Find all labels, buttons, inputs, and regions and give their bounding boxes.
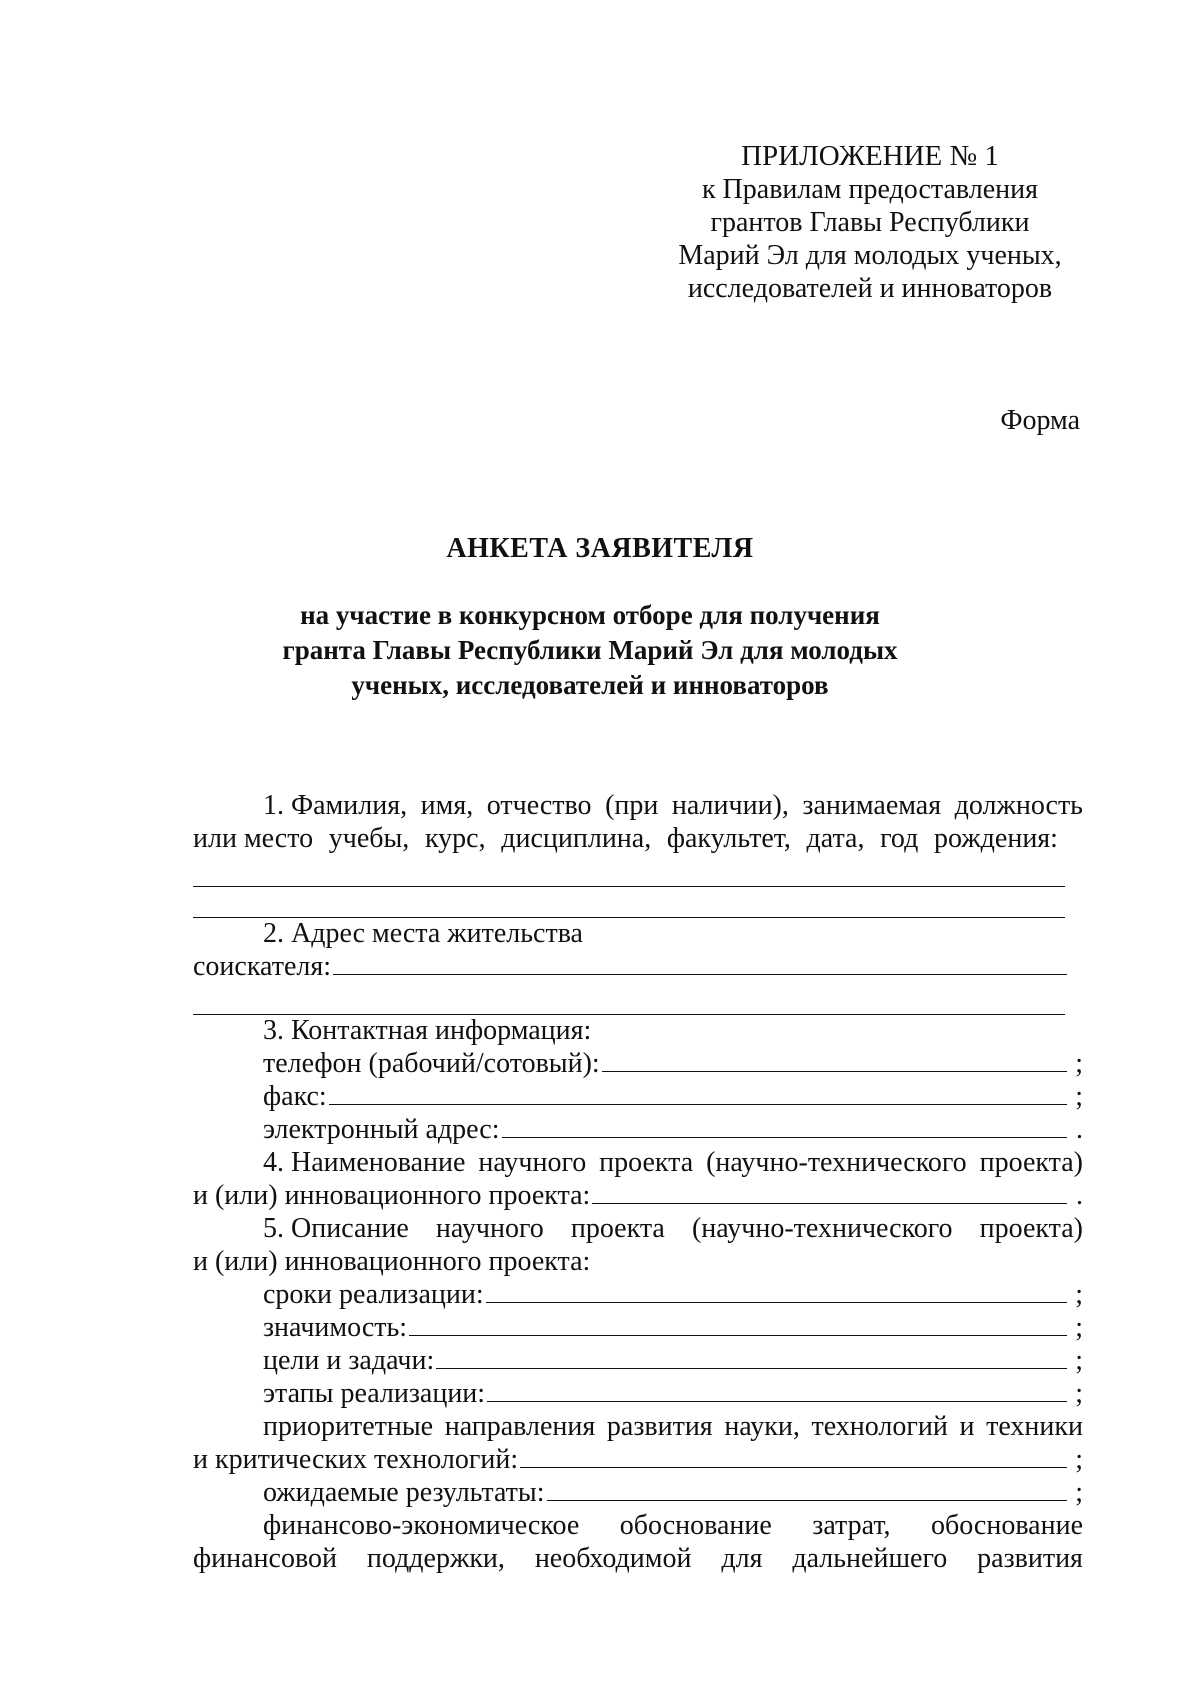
word: проекта) (979, 1213, 1083, 1244)
project-name-row (193, 1180, 1083, 1213)
word: проекта (570, 1213, 665, 1244)
stages-field[interactable] (487, 1379, 1067, 1402)
stages-row (193, 1378, 1083, 1411)
stages-label: этапы реализации: (263, 1378, 486, 1409)
semicolon: ; (1075, 1345, 1083, 1376)
critical-technologies-label: и критических технологий: (193, 1444, 519, 1475)
form-body (193, 790, 1083, 1576)
word: и (959, 1411, 975, 1442)
priority-row (193, 1444, 1083, 1477)
project-name-label: и (или) инновационного проекта: (193, 1180, 591, 1211)
word: (научно-технического (691, 1213, 953, 1244)
word: направления (444, 1411, 596, 1442)
appendix-line: к Правилам предоставления (701, 174, 1039, 205)
appendix-header (640, 140, 1100, 305)
word: затрат, (812, 1510, 891, 1541)
word: должность (954, 790, 1083, 821)
document-subtitle (190, 598, 990, 703)
finance-line-2 (193, 1543, 1083, 1576)
word: факультет, (666, 823, 791, 854)
priority-line-1 (193, 1411, 1083, 1444)
word: занимаемая (802, 790, 942, 821)
semicolon: ; (1075, 1378, 1083, 1409)
item-3-heading (193, 1015, 1083, 1048)
item-4-line-1 (193, 1147, 1083, 1180)
word: дальнейшего (792, 1543, 948, 1574)
word: 1. Фамилия, (263, 790, 408, 821)
name-position-field[interactable] (193, 856, 1065, 887)
project-name-field[interactable] (592, 1181, 1067, 1204)
email-label: электронный адрес: (263, 1114, 500, 1145)
word: проекта) (979, 1147, 1083, 1178)
word: научного (478, 1147, 587, 1178)
phone-field[interactable] (602, 1049, 1067, 1072)
results-row (193, 1477, 1083, 1510)
address-field-2[interactable] (193, 984, 1065, 1015)
appendix-line: грантов Главы Республики (710, 207, 1030, 238)
name-position-field-2[interactable] (193, 887, 1065, 918)
word: технологий (811, 1411, 948, 1442)
word: развития (606, 1411, 713, 1442)
semicolon: ; (1075, 1312, 1083, 1343)
word: наличии), (671, 790, 789, 821)
word: имя, (420, 790, 474, 821)
word: финансовой (193, 1543, 337, 1574)
word: науки, (724, 1411, 800, 1442)
word: или место (193, 823, 314, 854)
significance-label: значимость: (263, 1312, 408, 1343)
word: проекта (599, 1147, 694, 1178)
word: техники (986, 1411, 1083, 1442)
applicant-label: соискателя: (193, 951, 332, 982)
subtitle-line: на участие в конкурсном отборе для получения (300, 600, 880, 630)
email-field[interactable] (502, 1115, 1068, 1138)
period: . (1076, 1180, 1083, 1211)
address-label: 2. Адрес места жительства (263, 918, 583, 949)
subtitle-line: гранта Главы Республики Марий Эл для молодых (282, 635, 898, 665)
subtitle-line: ученых, исследователей и инноваторов (351, 670, 829, 700)
semicolon: ; (1075, 1081, 1083, 1112)
appendix-number: ПРИЛОЖЕНИЕ № 1 (741, 140, 999, 172)
word: курс, (424, 823, 486, 854)
item-2-line-1 (193, 918, 1083, 951)
goals-field[interactable] (436, 1346, 1067, 1369)
word: отчество (486, 790, 592, 821)
word: (научно-технического (706, 1147, 967, 1178)
critical-technologies-field[interactable] (520, 1445, 1067, 1468)
fax-label: факс: (263, 1081, 327, 1112)
project-description-label: и (или) инновационного проекта: (193, 1246, 591, 1277)
word: поддержки, (366, 1543, 505, 1574)
phone-row (193, 1048, 1083, 1081)
significance-row (193, 1312, 1083, 1345)
finance-line-1 (193, 1510, 1083, 1543)
word: 5. Описание (263, 1213, 409, 1244)
item-1-line-2 (193, 823, 1058, 856)
item-5-line-2 (193, 1246, 1083, 1279)
item-1-line-1 (193, 790, 1083, 823)
appendix-line: Марий Эл для молодых ученых, (678, 240, 1062, 271)
word: дисциплина, (501, 823, 652, 854)
results-field[interactable] (547, 1478, 1068, 1501)
document-title: АНКЕТА ЗАЯВИТЕЛЯ (446, 533, 754, 564)
word: научного (435, 1213, 544, 1244)
goals-row (193, 1345, 1083, 1378)
results-label: ожидаемые результаты: (263, 1477, 545, 1508)
item-2-line-2 (193, 951, 1067, 984)
word: (при (605, 790, 659, 821)
word: обоснование (619, 1510, 772, 1541)
deadlines-row (193, 1279, 1083, 1312)
word: финансово-экономическое (263, 1510, 580, 1541)
word: развития (977, 1543, 1083, 1574)
address-field[interactable] (333, 952, 1067, 975)
word: рождения: (934, 823, 1058, 854)
word: приоритетные (263, 1411, 434, 1442)
semicolon: ; (1075, 1477, 1083, 1508)
phone-label: телефон (рабочий/сотовый): (263, 1048, 600, 1079)
word: дата, (806, 823, 865, 854)
fax-field[interactable] (329, 1082, 1067, 1105)
fax-row (193, 1081, 1083, 1114)
item-5-line-1 (193, 1213, 1083, 1246)
word: 4. Наименование (263, 1147, 466, 1178)
goals-label: цели и задачи: (263, 1345, 435, 1376)
semicolon: ; (1075, 1279, 1083, 1310)
deadlines-field[interactable] (486, 1280, 1067, 1303)
word: необходимой (534, 1543, 692, 1574)
word: год (880, 823, 919, 854)
significance-field[interactable] (409, 1313, 1067, 1336)
appendix-line: исследователей и инноваторов (687, 273, 1053, 304)
period: . (1076, 1114, 1083, 1145)
semicolon: ; (1075, 1048, 1083, 1079)
word: учебы, (328, 823, 410, 854)
form-label: Форма (1000, 405, 1080, 436)
word: обоснование (930, 1510, 1083, 1541)
semicolon: ; (1075, 1444, 1083, 1475)
contact-heading: 3. Контактная информация: (263, 1015, 592, 1046)
email-row (193, 1114, 1083, 1147)
deadlines-label: сроки реализации: (263, 1279, 484, 1310)
word: для (721, 1543, 763, 1574)
